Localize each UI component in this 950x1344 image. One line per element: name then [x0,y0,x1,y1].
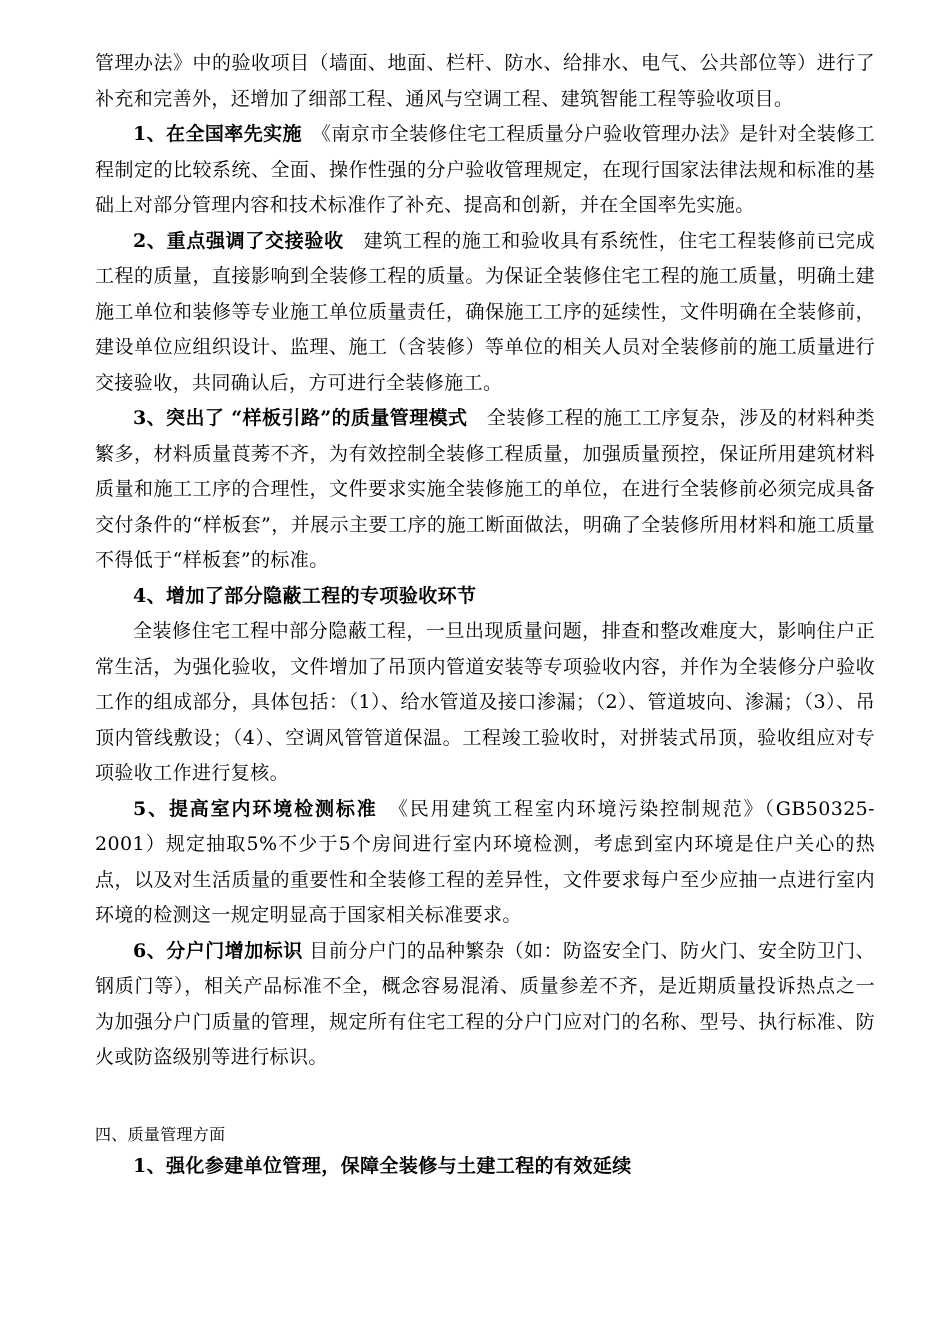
paragraph-item-3 [95,401,875,579]
paragraph-body: 全装修住宅工程中部分隐蔽工程，一旦出现质量问题，排查和整改难度大，影响住户正常生活，为强化验收，文件增加了吊顶内管道安装等专项验收内容，并作为全装修分户验收工作的组成部分，具体包括：（1）、给水管道及接口渗漏；（2）、管道坡向、渗漏；（3）、吊顶内管线敷设；（4）、空调风管管道保温。工程竣工验收时，对拼装式吊顶，验收组应对专项验收工作进行复核。 [95,620,875,784]
paragraph-heading: 5、提高室内环境检测标准 [133,797,378,820]
section-title: 四、质量管理方面 [95,1124,226,1144]
paragraph-heading: 3、突出了 “样板引路”的质量管理模式 [133,407,468,429]
paragraph-item-6 [95,934,875,1076]
paragraph-item-1 [95,117,875,224]
paragraph-body: 目前分户门的品种繁杂（如：防盗安全门、防火门、安全防卫门、钢质门等），相关产品标准不全，概念容易混淆、质量参差不齐，是近期质量投诉热点之一为加强分户门质量的管理，规定所有住宅工程的分户门应对门的名称、型号、执行标准、防火或防盗级别等进行标识。 [95,939,876,1068]
paragraph-intro-continuation [95,46,875,117]
document-page [95,46,875,1184]
section-subheading: 1、强化参建单位管理，保障全装修与土建工程的有效延续 [133,1154,632,1177]
paragraph-item-4-heading [95,579,875,615]
paragraph-body: 《民用建筑工程室内环境污染控制规范》（GB50325-2001）规定抽取5%不少于5个房间进行室内环境检测，考虑到室内环境是住户关心的热点，以及对生活质量的重要性和全装修工程的差异性，文件要求每户至少应抽一点进行室内环境的检测这一规定明显高于国家相关标准要求。 [95,797,875,926]
paragraph-body: 建筑工程的施工和验收具有系统性，住宅工程装修前已完成工程的质量，直接影响到全装修工程的质量。为保证全装修住宅工程的施工质量，明确土建施工单位和装修等专业施工单位质量责任，确保施工工序的延续性，文件明确在全装修前，建设单位应组织设计、监理、施工（含装修）等单位的相关人员对全装修前的施工质量进行交接验收，共同确认后，方可进行全装修施工。 [95,229,875,394]
paragraph-item-2 [95,224,875,402]
paragraph-item-5 [95,792,875,934]
paragraph-body: 全装修工程的施工工序复杂，涉及的材料种类繁多，材料质量莨莠不齐，为有效控制全装修工程质量，加强质量预控，保证所用建筑材料质量和施工工序的合理性，文件要求实施全装修施工的单位，在进行全装修前必须完成具备交付条件的“样板套”，并展示主要工序的施工断面做法，明确了全装修所用材料和施工质量不得低于“样板套”的标准。 [95,407,876,571]
paragraph-heading: 4、增加了部分隐蔽工程的专项验收环节 [133,584,477,607]
section-spacer [95,1076,875,1122]
paragraph-heading: 6、分户门增加标识 [133,939,303,962]
paragraph-heading: 1、在全国率先实施 [133,123,302,145]
paragraph-body: 管理办法》中的验收项目（墙面、地面、栏杆、防水、给排水、电气、公共部位等）进行了补充和完善外，还增加了细部工程、通风与空调工程、建筑智能工程等验收项目。 [95,52,875,110]
paragraph-item-4-body [95,614,875,792]
paragraph-body: 《南京市全装修住宅工程质量分户验收管理办法》是针对全装修工程制定的比较系统、全面、操作性强的分户验收管理规定，在现行国家法律法规和标准的基础上对部分管理内容和技术标准作了补充、提高和创新，并在全国率先实施。 [95,123,875,216]
paragraph-heading: 2、重点强调了交接验收 [133,229,344,252]
